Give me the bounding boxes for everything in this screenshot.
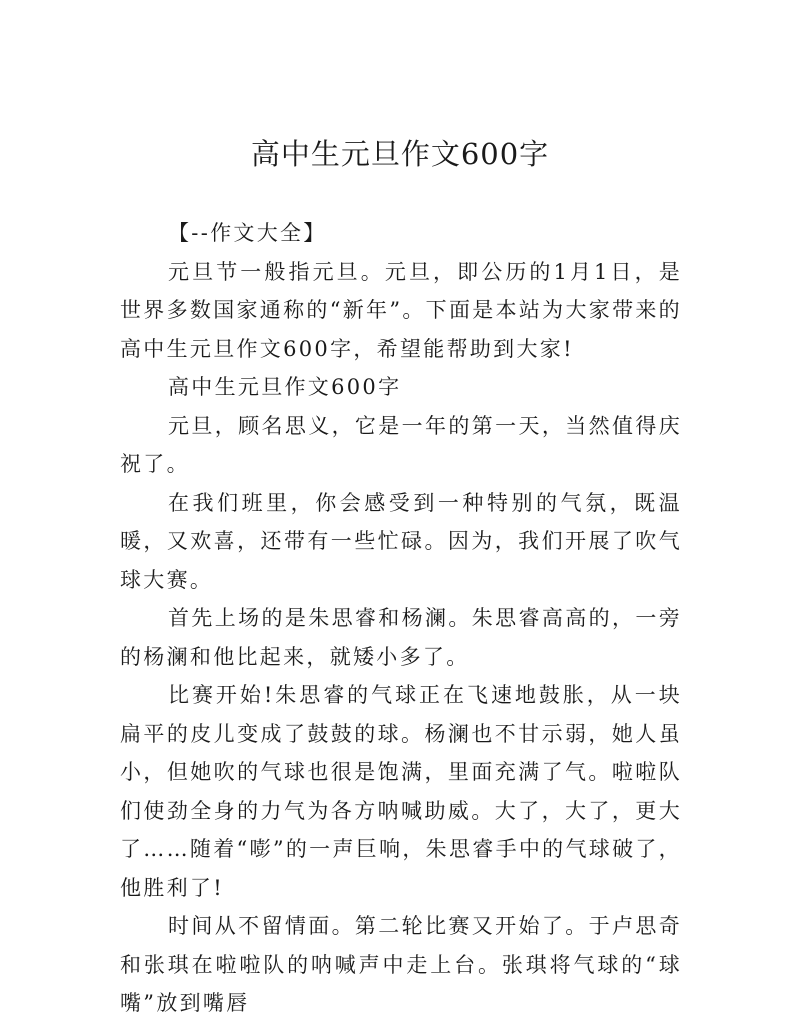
document-title: 高中生元旦作文600字 [250, 137, 550, 171]
paragraph-4: 比赛开始!朱思睿的气球正在飞速地鼓胀，从一块扁平的皮儿变成了鼓鼓的球。杨澜也不甘示弱，她人虽小，但她吹的气球也很是饱满，里面充满了气。啦啦队们使劲全身的力气为各方呐喊助威。大了，大了，更大了……随着“嘭”的一声巨响，朱思睿手中的气球破了，他胜利了! [120, 683, 682, 900]
paragraph-3: 首先上场的是朱思睿和杨澜。朱思睿高高的，一旁的杨澜和他比起来，就矮小多了。 [120, 606, 682, 669]
paragraph-2: 在我们班里，你会感受到一种特别的气氛，既温暖，又欢喜，还带有一些忙碌。因为，我们开展了吹气球大赛。 [120, 490, 682, 592]
paragraph-5: 时间从不留情面。第二轮比赛又开始了。于卢思奇和张琪在啦啦队的呐喊声中走上台。张琪将气球的“球嘴”放到嘴唇 [120, 914, 682, 1015]
paragraph-1: 元旦，顾名思义，它是一年的第一天，当然值得庆祝了。 [120, 413, 682, 476]
document-body [120, 214, 682, 1023]
paragraph-category: 【--作文大全】 [168, 221, 327, 245]
paragraph-intro: 元旦节一般指元旦。元旦，即公历的1月1日，是世界多数国家通称的“新年”。下面是本站为大家带来的高中生元旦作文600字，希望能帮助到大家! [120, 259, 682, 361]
paragraph-subtitle: 高中生元旦作文600字 [168, 375, 402, 399]
